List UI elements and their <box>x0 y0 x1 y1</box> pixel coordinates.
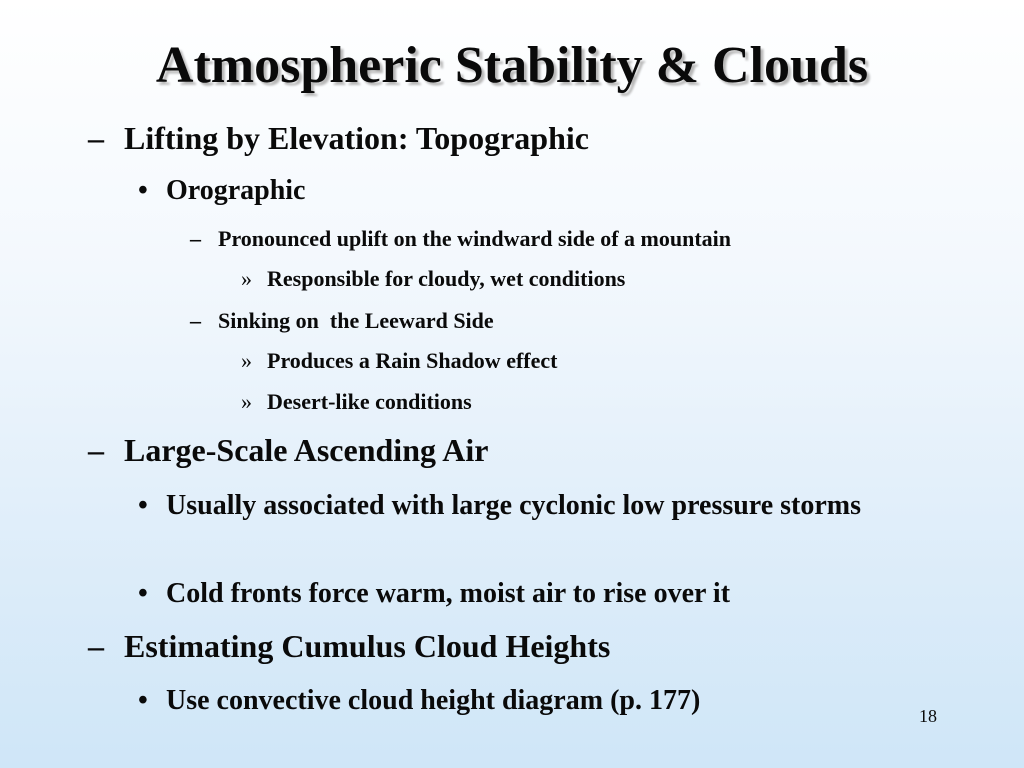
dash-marker: – <box>190 226 201 251</box>
page-number: 18 <box>919 706 937 726</box>
chevron-marker: » <box>241 389 252 414</box>
outline-item-label: Orographic <box>166 175 306 206</box>
dash-marker: – <box>88 120 104 156</box>
outline-item-label: Produces a Rain Shadow effect <box>267 348 558 373</box>
outline-item-label: Use convective cloud height diagram (p. 177) <box>166 685 701 716</box>
outline-item-label: Responsible for cloudy, wet conditions <box>267 266 626 291</box>
chevron-marker: » <box>241 266 252 291</box>
outline-item-sinking-leeward <box>190 308 494 334</box>
outline-item-label: Large-Scale Ascending Air <box>124 432 489 468</box>
outline-item-label: Estimating Cumulus Cloud Heights <box>124 628 611 664</box>
outline-item-large-scale-ascending <box>88 432 488 469</box>
outline-item-desert-like <box>241 389 472 415</box>
outline-item-label: Usually associated with large cyclonic low pressure storms <box>166 490 862 521</box>
outline-item-label: Pronounced uplift on the windward side of a mountain <box>218 226 732 251</box>
outline-item-cold-fronts <box>138 578 730 610</box>
outline-item-label: Cold fronts force warm, moist air to rise over it <box>166 578 731 609</box>
outline-item-label: Desert-like conditions <box>267 389 472 414</box>
outline-item-label: Lifting by Elevation: Topographic <box>124 120 589 156</box>
outline-item-pronounced-uplift <box>190 226 731 252</box>
outline-item-convective-diagram <box>138 685 700 717</box>
bullet-marker: • <box>138 578 148 609</box>
dash-marker: – <box>190 308 201 333</box>
bullet-marker: • <box>138 685 148 716</box>
outline-item-cumulus-heights <box>88 628 610 665</box>
outline-item-rain-shadow <box>241 348 557 374</box>
bullet-marker: • <box>138 490 148 521</box>
dash-marker: – <box>88 628 104 664</box>
outline-item-cloudy-wet <box>241 266 625 292</box>
bullet-marker: • <box>138 175 148 206</box>
outline-item-label: Sinking on the Leeward Side <box>218 308 494 333</box>
dash-marker: – <box>88 432 104 468</box>
slide-title: Atmospheric Stability & Clouds <box>155 37 869 94</box>
outline-item-lifting-by-elevation <box>88 120 589 157</box>
chevron-marker: » <box>241 348 252 373</box>
outline-item-orographic <box>138 175 305 207</box>
outline-item-cyclonic-storms <box>138 486 936 526</box>
